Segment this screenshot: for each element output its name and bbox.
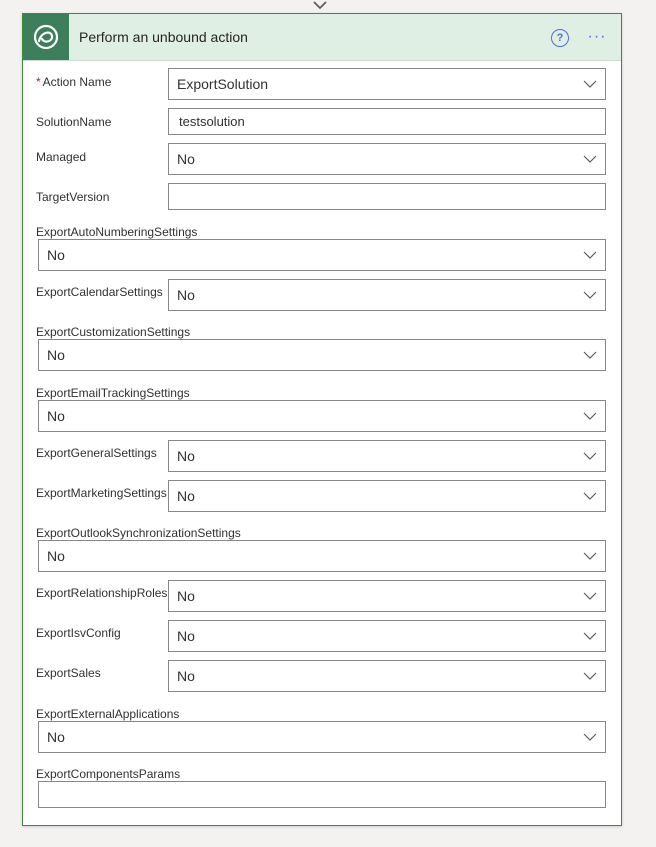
relationship-roles-value: No [177, 588, 195, 604]
customization-value: No [47, 347, 65, 363]
relationship-roles-dropdown[interactable] [168, 580, 606, 612]
auto-numbering-value: No [47, 247, 65, 263]
dataverse-logo-icon [23, 14, 69, 60]
outlook-sync-label: ExportOutlookSynchronizationSettings [36, 526, 241, 540]
auto-numbering-dropdown[interactable] [38, 239, 606, 271]
chevron-down-icon [583, 78, 597, 90]
external-apps-dropdown[interactable] [38, 721, 606, 753]
connector-arrow-icon [312, 0, 328, 12]
calendar-value: No [177, 287, 195, 303]
action-name-label-text: Action Name [42, 75, 112, 89]
relationship-roles-label: ExportRelationshipRoles [36, 586, 168, 600]
card-title: Perform an unbound action [79, 29, 248, 45]
solution-name-value: testsolution [179, 114, 245, 129]
sales-value: No [177, 668, 195, 684]
sales-dropdown[interactable] [168, 660, 606, 692]
marketing-label: ExportMarketingSettings [36, 486, 167, 500]
email-tracking-dropdown[interactable] [38, 400, 606, 432]
general-label: ExportGeneralSettings [36, 446, 157, 460]
external-apps-label: ExportExternalApplications [36, 707, 180, 721]
managed-label: Managed [36, 150, 87, 164]
managed-value: No [177, 151, 195, 167]
calendar-label: ExportCalendarSettings [36, 285, 163, 299]
general-dropdown[interactable] [168, 440, 606, 472]
outlook-sync-dropdown[interactable] [38, 540, 606, 572]
sales-label: ExportSales [36, 666, 101, 680]
chevron-down-icon [583, 550, 597, 562]
card-header[interactable] [23, 14, 621, 61]
isv-config-value: No [177, 628, 195, 644]
chevron-down-icon [583, 490, 597, 502]
outlook-sync-value: No [47, 548, 65, 564]
action-name-value: ExportSolution [177, 76, 269, 92]
auto-numbering-label: ExportAutoNumberingSettings [36, 225, 198, 239]
components-params-input[interactable] [38, 781, 606, 808]
chevron-down-icon [583, 590, 597, 602]
chevron-down-icon [583, 731, 597, 743]
customization-dropdown[interactable] [38, 339, 606, 371]
customization-label: ExportCustomizationSettings [36, 325, 191, 339]
required-marker: * [36, 75, 41, 89]
solution-name-input[interactable] [168, 108, 606, 135]
isv-config-dropdown[interactable] [168, 620, 606, 652]
calendar-dropdown[interactable] [168, 279, 606, 311]
chevron-down-icon [583, 153, 597, 165]
components-params-label: ExportComponentsParams [36, 767, 181, 781]
target-version-label: TargetVersion [36, 190, 110, 204]
chevron-down-icon [583, 450, 597, 462]
chevron-down-icon [583, 410, 597, 422]
unbound-action-card [22, 13, 622, 826]
email-tracking-label: ExportEmailTrackingSettings [36, 386, 190, 400]
action-name-dropdown[interactable] [168, 68, 606, 100]
action-name-label [36, 75, 111, 89]
marketing-value: No [177, 488, 195, 504]
external-apps-value: No [47, 729, 65, 745]
chevron-down-icon [583, 249, 597, 261]
chevron-down-icon [583, 670, 597, 682]
managed-dropdown[interactable] [168, 143, 606, 175]
solution-name-label: SolutionName [36, 115, 112, 129]
marketing-dropdown[interactable] [168, 480, 606, 512]
email-tracking-value: No [47, 408, 65, 424]
chevron-down-icon [583, 289, 597, 301]
help-circle-icon[interactable]: ? [551, 29, 569, 47]
chevron-down-icon [583, 630, 597, 642]
chevron-down-icon [583, 349, 597, 361]
more-options-icon[interactable]: ··· [587, 28, 607, 45]
general-value: No [177, 448, 195, 464]
target-version-input[interactable] [168, 183, 606, 210]
isv-config-label: ExportIsvConfig [36, 626, 121, 640]
